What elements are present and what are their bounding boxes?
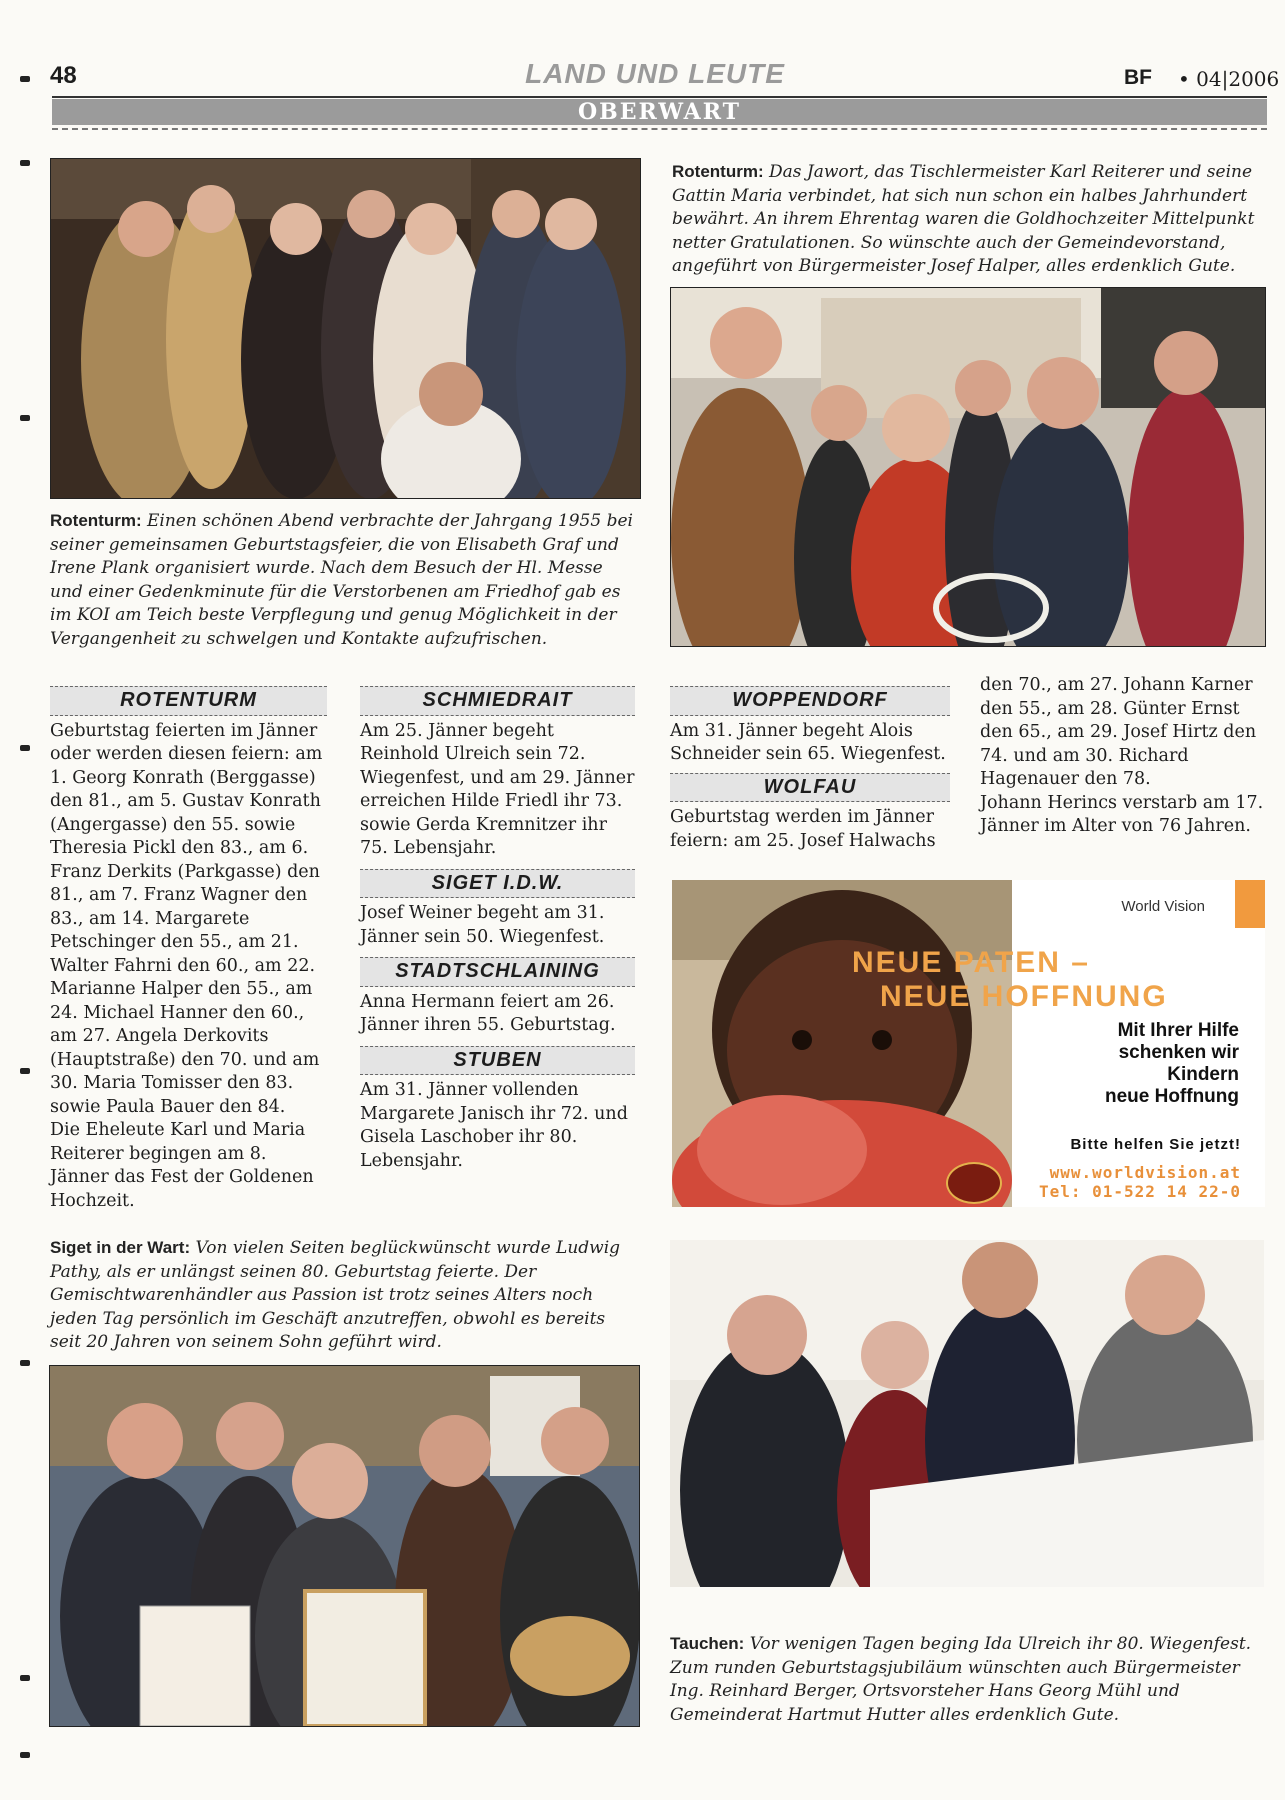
heading-stuben: STUBEN (360, 1046, 635, 1076)
photo-jahrgang-1955 (50, 158, 641, 499)
caption-text: Von vielen Seiten beglückwünscht wurde Ludwig Pathy, als er unlängst seinen 80. Geburtstag feierte. Der Gemischtwarenhändler aus Passion ist trotz seines Alters noch jeden Tag persönlich im Geschäft anzutreffen, obwohl es bereits seit 20 Jahren von seinem Sohn geführt wird. (50, 1238, 621, 1352)
ad-headline (850, 946, 1250, 1014)
caption-place: Rotenturm: (50, 511, 142, 530)
caption-text: Vor wenigen Tagen beging Ida Ulreich ihr 80. Wiegenfest. Zum runden Geburtstagsjubiläum wünschten auch Bürgermeister Ing. Reinhard Berger, Ortsvorsteher Hans Georg Mühl und Gemeinderat Hartmut Hutter alles erdenklich Gute. (670, 1634, 1252, 1725)
column-rotenturm (50, 686, 327, 1213)
heading-schmiedrait: SCHMIEDRAIT (360, 686, 635, 716)
text-rotenturm: Geburtstag feierten im Jänner oder werden diesen feiern: am 1. Georg Konrath (Berggasse) den 81., am 5. Gustav Konrath (Angergasse) den 55. sowie Theresia Pickl den 83., am 6. Franz Derkits (Parkgasse) den 81., am 7. Franz Wagner den 83., am 14. Margarete Petschinger den 55., am 21. Walter Fahrni den 60., am 22. Marianne Halper den 55., am 24. Michael Hanner den 60., am 27. Angela Derkovits (Hauptstraße) den 70. und am 30. Maria Tomisser den 83. sowie Paula Bauer den 84. (50, 720, 323, 1117)
column-woppendorf-wolfau (670, 686, 950, 853)
text-stuben: Am 31. Jänner vollenden Margarete Janisch ihr 72. und Gisela Laschober ihr 80. Lebensjahr. (360, 1080, 628, 1171)
photo-siget-geburtstag (49, 1365, 640, 1727)
issue-label: • 04|2006 (1178, 67, 1280, 91)
caption-top-left (50, 509, 640, 651)
photo-shop-image (50, 1366, 639, 1726)
margin-mark (20, 1752, 30, 1758)
caption-siget (50, 1236, 640, 1355)
text-wolfau: Geburtstag werden im Jänner feiern: am 25. Josef Halwachs (670, 807, 936, 851)
dashed-divider (52, 128, 1267, 130)
ad-body-line: Kindern (1167, 1064, 1239, 1085)
photo-group-image (51, 159, 640, 498)
caption-tauchen (670, 1632, 1270, 1727)
world-vision-ad[interactable] (672, 880, 1265, 1207)
header-rule (52, 96, 1267, 98)
text-siget: Josef Weiner begeht am 31. Jänner sein 50. Wiegenfest. (360, 903, 605, 947)
ad-body-line: neue Hoffnung (1104, 1086, 1239, 1107)
text-wolfau-continued: den 70., am 27. Johann Karner den 55., am 28. Günter Ernst den 65., am 29. Josef Hirtz den 74. und am 30. Richard Hagenauer den 78. (980, 675, 1257, 789)
column-middle (360, 686, 635, 1173)
region-bar (52, 99, 1267, 125)
ad-headline-line-1: NEUE PATEN – (852, 946, 1090, 979)
photo-couple-image (671, 288, 1265, 646)
heading-rotenturm: ROTENTURM (50, 686, 327, 716)
caption-place: Rotenturm: (672, 162, 764, 181)
caption-top-right (672, 160, 1266, 279)
section-title: LAND UND LEUTE (525, 58, 785, 89)
text-rotenturm-hochzeit: Die Eheleute Karl und Maria Reiterer begingen am 8. Jänner das Fest der Goldenen Hochzeit. (50, 1120, 314, 1211)
caption-place: Tauchen: (670, 1634, 745, 1653)
heading-wolfau: WOLFAU (670, 773, 950, 803)
margin-mark (20, 76, 30, 82)
brand-logo: BF (1124, 66, 1152, 89)
ad-seal-badge (946, 1162, 1002, 1204)
ad-body (979, 1020, 1239, 1108)
photo-goldene-hochzeit (670, 287, 1266, 647)
margin-mark (20, 160, 30, 166)
margin-mark (20, 745, 30, 751)
photo-tauchen (670, 1240, 1264, 1587)
heading-siget: SIGET I.D.W. (360, 869, 635, 899)
ad-body-line: Mit Ihrer Hilfe (1117, 1020, 1239, 1041)
column-wolfau-continued (980, 674, 1265, 839)
page-number: 48 (50, 62, 77, 89)
ad-call-to-action: Bitte helfen Sie jetzt! (1070, 1136, 1241, 1153)
ad-child-photo (672, 880, 1012, 1207)
margin-mark (20, 1675, 30, 1681)
text-stadtschlaining: Anna Hermann feiert am 26. Jänner ihren 55. Geburtstag. (360, 991, 616, 1035)
heading-stadtschlaining: STADTSCHLAINING (360, 957, 635, 987)
margin-mark (20, 1360, 30, 1366)
ad-corner-mark (1235, 880, 1265, 928)
ad-url-link[interactable]: www.worldvision.at (1049, 1163, 1241, 1182)
text-wolfau-obituary: Johann Herincs verstarb am 17. Jänner im Alter von 76 Jahren. (980, 792, 1264, 836)
ad-headline-line-2: NEUE HOFFNUNG (880, 980, 1168, 1013)
caption-text: Einen schönen Abend verbrachte der Jahrgang 1955 bei seiner gemeinsamen Geburtstagsfeier, die von Elisabeth Graf und Irene Plank organisiert wurde. Nach dem Besuch der Hl. Messe und einer Gedenkminute für die Verstorbenen am Friedhof gab es im KOI am Teich beste Verpflegung und genug Möglichkeit in der Vergangenheit zu schwelgen und Kontakte aufzufrischen. (50, 511, 633, 649)
heading-woppendorf: WOPPENDORF (670, 686, 950, 716)
photo-tauchen-image (670, 1240, 1264, 1587)
text-woppendorf: Am 31. Jänner begeht Alois Schneider sein 65. Wiegenfest. (670, 720, 946, 764)
caption-text: Das Jawort, das Tischlermeister Karl Reiterer und seine Gattin Maria verbindet, hat sich nun schon ein halbes Jahrhundert bewährt. An ihrem Ehrentag waren die Goldhochzeiter Mittelpunkt netter Gratulationen. So wünschte auch der Gemeindevorstand, angeführt von Bürgermeister Josef Halper, alles erdenklich Gute. (672, 162, 1255, 276)
ad-phone: Tel: 01-522 14 22-0 (1038, 1182, 1241, 1201)
world-vision-logo: World Vision (1121, 898, 1205, 915)
margin-mark (20, 415, 30, 421)
region-title: OBERWART (578, 99, 741, 125)
margin-mark (20, 1068, 30, 1074)
ad-body-line: schenken wir (1118, 1042, 1239, 1063)
caption-place: Siget in der Wart: (50, 1238, 191, 1257)
text-schmiedrait: Am 25. Jänner begeht Reinhold Ulreich sein 72. Wiegenfest, und am 29. Jänner erreichen Hilde Friedl ihr 73. sowie Gerda Kremnitzer ihr 75. Lebensjahr. (360, 720, 635, 858)
